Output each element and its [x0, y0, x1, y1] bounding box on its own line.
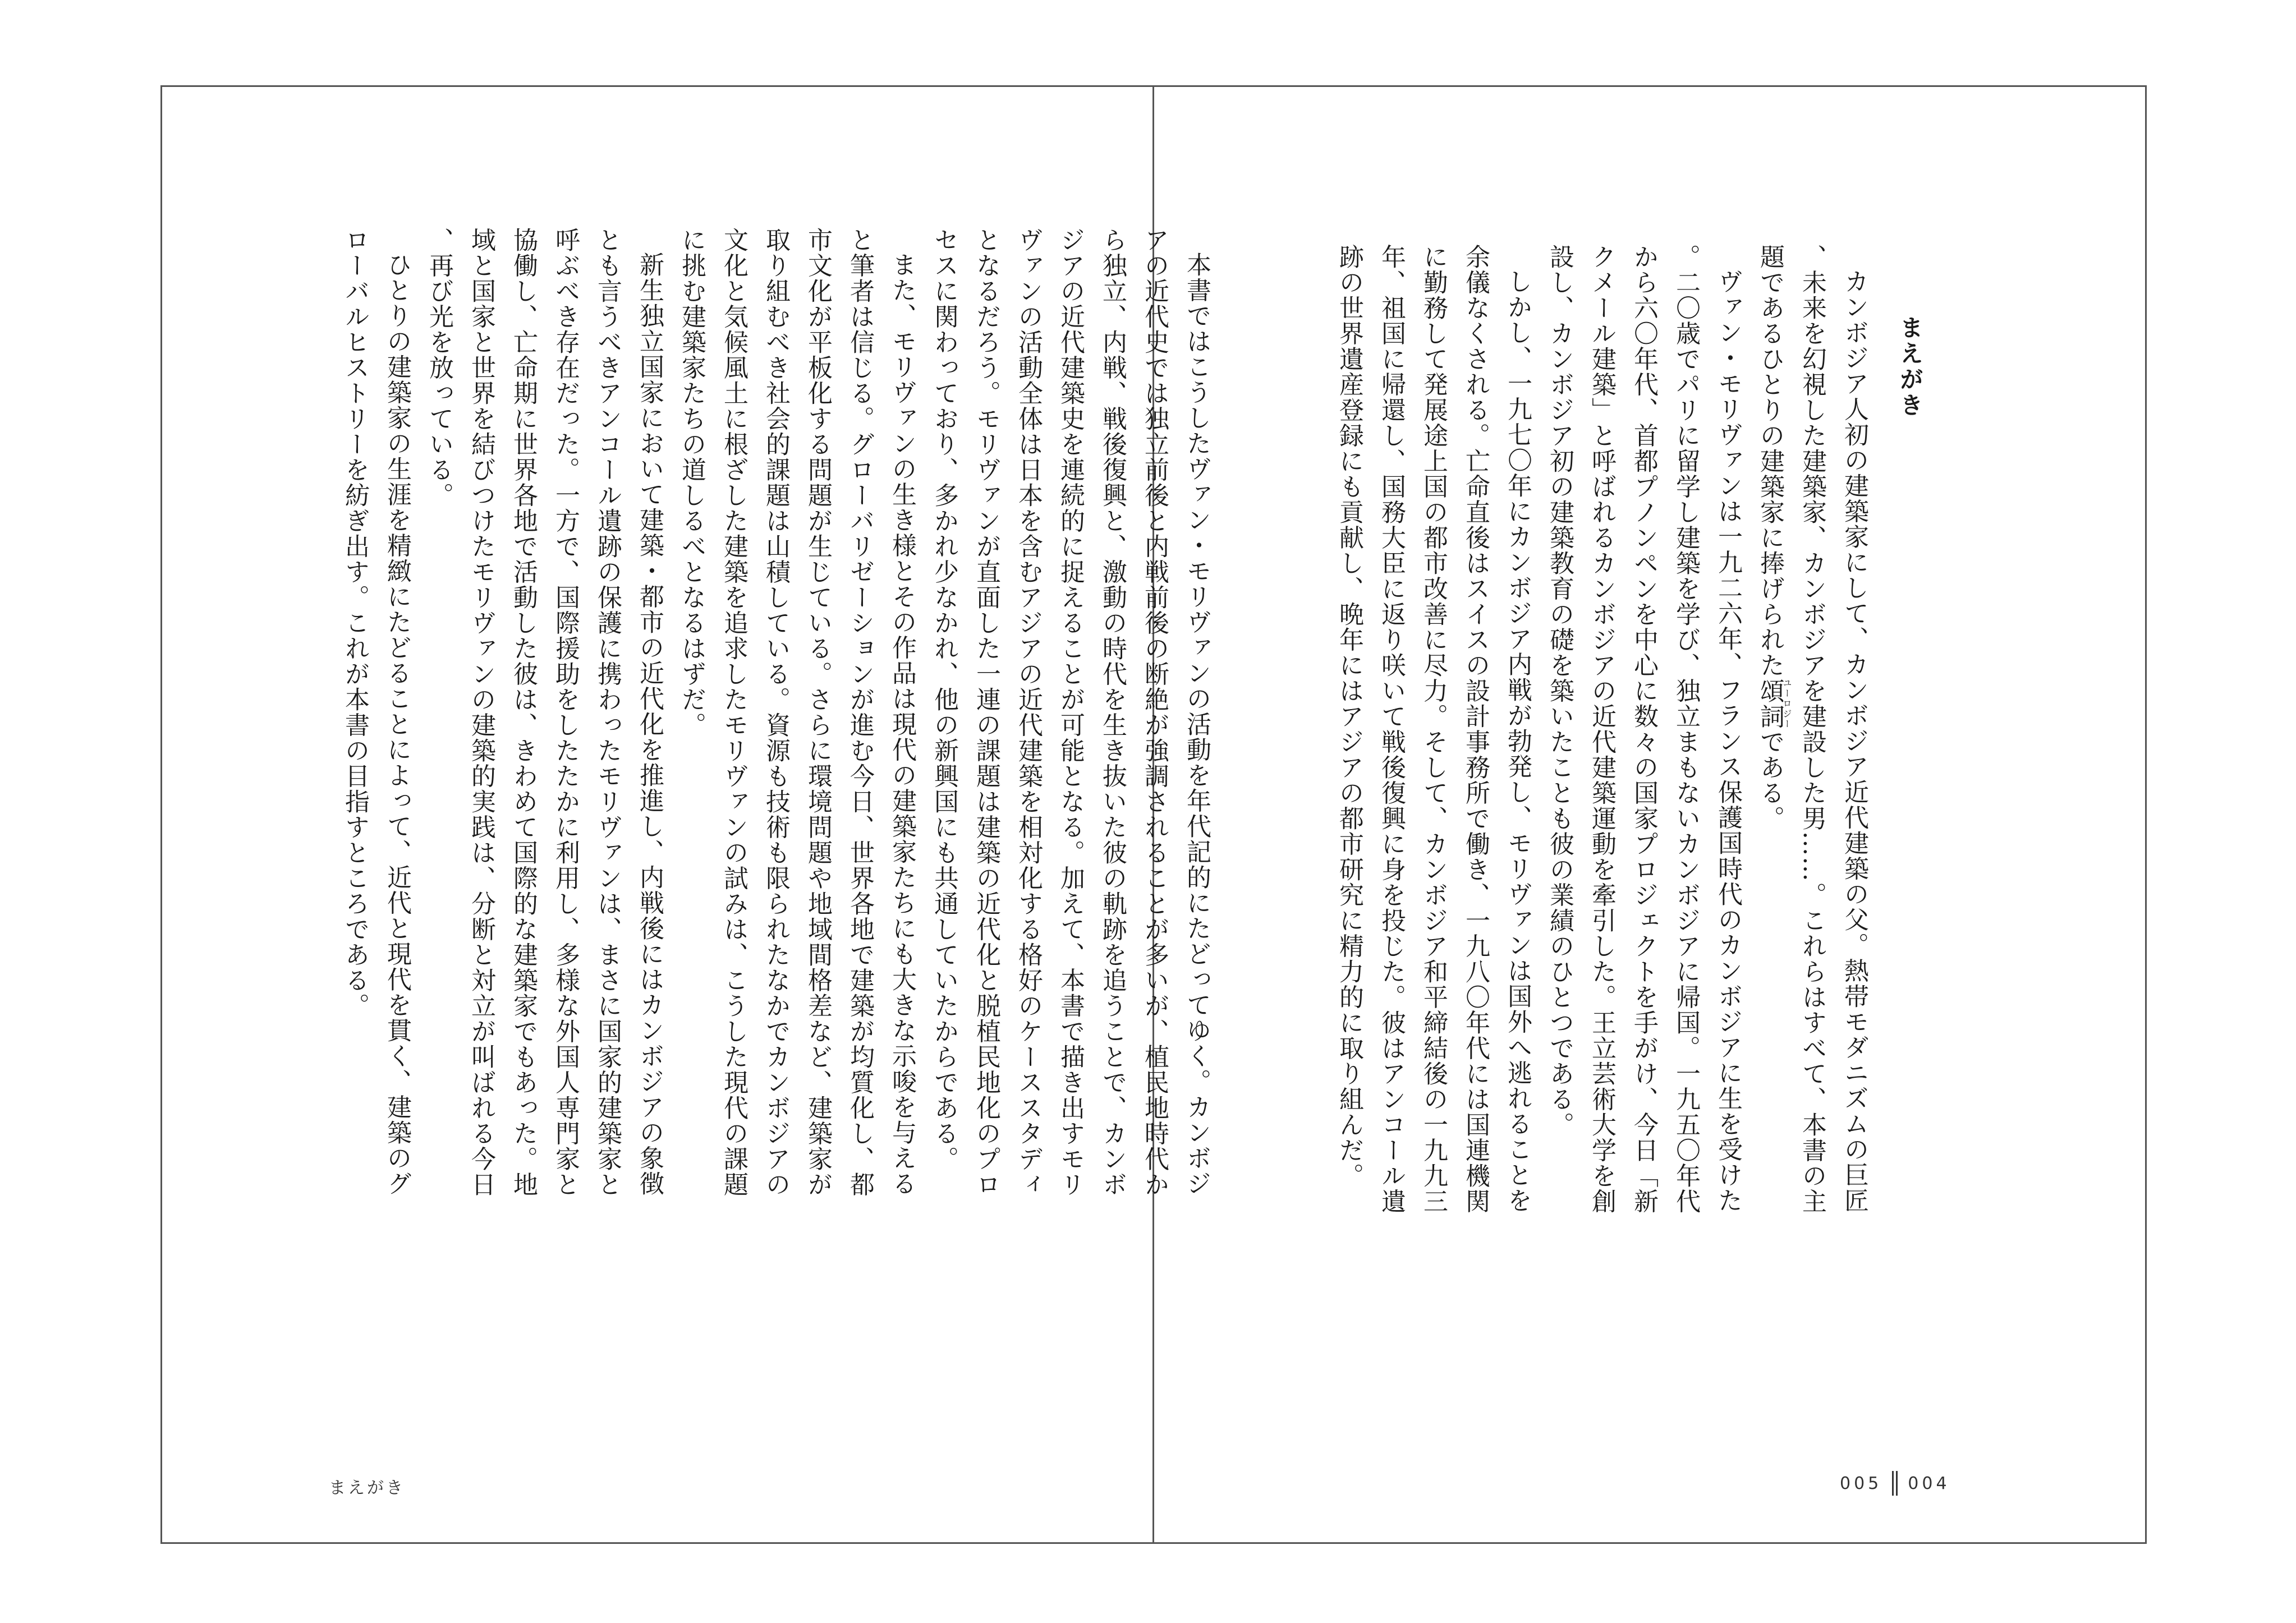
paragraph: 新生独立国家において建築・都市の近代化を推進し、内戦後にはカンボジアの象徴 とも言うべきアンコール遺跡の保護に携わったモリヴァンは、まさに国家的建築家と 呼ぶべき存在だった。一方で、国際援助をしたたかに利用し、多様な外国人専門家と 協働し、亡命期に世界各地で活動した彼は、きわめて国際的な建築家でもあった。地 域と国家と世界を結びつけたモリヴァンの建築的実践は、分断と対立が叫ばれる今日 、再び光を放っている。: [425, 227, 664, 1197]
paragraph: また、モリヴァンの生き様とその作品は現代の建築家たちにも大きな示唆を与える と筆者は信じる。グローバリゼーションが進む今日、世界各地で建築が均質化し、都 市文化が平板化する問題が生じている。さらに環境問題や地域間格差など、建築家が 取り組むべき社会的課題は山積している。資源も技術も限られたなかでカンボジアの 文化と気候風土に根ざした建築を追求したモリヴァンの試みは、こうした現代の課題 に挑む建築家たちの道しるべとなるはずだ。: [677, 227, 916, 1197]
right-page: [1154, 85, 2147, 1544]
right-page-text-block: [1261, 244, 1875, 1310]
paragraph: ヴァン・モリヴァンは一九二六年、フランス保護国時代のカンボジアに生を受けた 。二〇歳でパリに留学し建築を学び、独立まもないカンボジアに帰国。一九五〇年代 から六〇年代、首都プノンペンを中心に数々の国家プロジェクトを手がけ、今日「新 クメール建築」と呼ばれるカンボジアの近代建築運動を牽引した。王立芸術大学を創 設し、カンボジア初の建築教育の礎を築いたことも彼の業績のひとつである。: [1545, 244, 1742, 1214]
page-numbers: [1840, 1471, 1950, 1496]
paragraph: 本書ではこうしたヴァン・モリヴァンの活動を年代記的にたどってゆく。カンボジ アの近代史では独立前後と内戦前後の断絶が強調されることが多いが、植民地時代か ら独立、内戦、戦後復興と、激動の時代を生き抜いた彼の軌跡を追うことで、カンボ ジアの近代建築史を連続的に捉えることが可能となる。加えて、本書で描き出すモリ ヴァンの活動全体は日本を含むアジアの近代建築を相対化する格好のケーススタディ となるだろう。モリヴァンが直面した一連の課題は建築の近代化と脱植民地化のプロ セスに関わっており、多かれ少なかれ、他の新興国にも共通していたからである。: [930, 227, 1211, 1197]
paragraph: しかし、一九七〇年にカンボジア内戦が勃発し、モリヴァンは国外へ逃れることを 余儀なくされる。亡命直後はスイスの設計事務所で働き、一九八〇年代には国連機関 に勤務して発展途上国の都市改善に尽力。そして、カンボジア和平締結後の一九九三 年、祖国に帰還し、国務大臣に返り咲いて戦後復興に身を投じた。彼はアンコール遺 跡の世界遺産登録にも貢献し、晩年にはアジアの都市研究に精力的に取り組んだ。: [1335, 244, 1532, 1214]
left-page-body: [334, 227, 1218, 1197]
left-page: [160, 85, 1211, 1544]
ruby-annotation: 頌詞ユーロジー: [1756, 678, 1792, 729]
folio-right: 004: [1908, 1473, 1950, 1493]
ruby-reading: ユーロジー: [1781, 678, 1792, 729]
chapter-heading: まえがき: [1897, 315, 1924, 419]
right-page-body: [1328, 244, 1875, 1214]
paragraph: ひとりの建築家の生涯を精緻にたどることによって、近代と現代を貫く、建築のグ ローバルヒストリーを紡ぎ出す。これが本書の目指すところである。: [341, 227, 411, 1197]
folio-separator: [1892, 1471, 1898, 1496]
running-head: まえがき: [329, 1478, 405, 1498]
left-page-text-block: [341, 227, 1218, 1293]
paragraph: カンボジア人初の建築家にして、カンボジア近代建築の父。熱帯モダニズムの巨匠 、未来を幻視した建築家、カンボジアを建設した男……。これらはすべて、本書の主 題であるひとりの建築家に捧げられた頌詞ユーロジーである。: [1756, 244, 1868, 1214]
folio-left: 005: [1840, 1473, 1882, 1493]
